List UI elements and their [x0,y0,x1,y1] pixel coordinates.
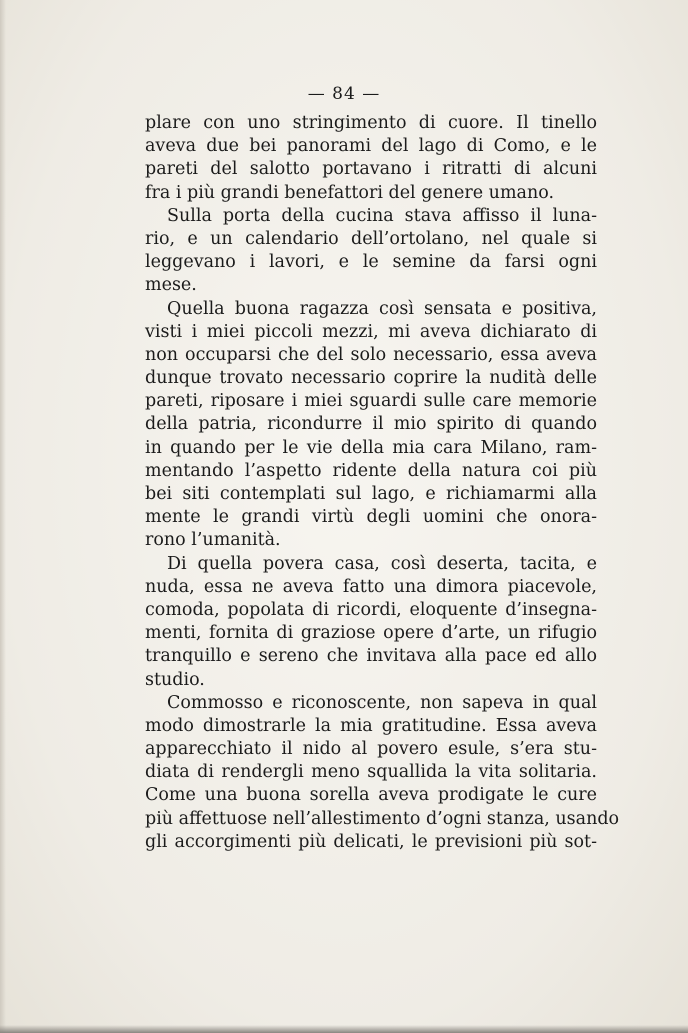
text-line: modo dimostrarle la mia gratitudine. Essa aveva [145,715,597,736]
text-line: non occuparsi che del solo necessario, essa aveva [145,344,597,365]
text-line: mente le grandi virtù degli uomini che onora- [145,507,597,528]
text-line: aveva due bei panorami del lago di Como, e le [145,136,597,157]
text-line: Quella buona ragazza così sensata e positiva, [167,298,597,319]
text-line: mese. [145,275,197,296]
text-line: rio, e un calendario dell’ortolano, nel quale si [145,228,597,249]
page-bottom-shadow [0,1025,688,1033]
text-line: gli accorgimenti più delicati, le previsioni più sot- [145,831,597,852]
page-edge-shadow [0,0,6,1033]
text-line: apparecchiato il nido al povero esule, s’era stu- [145,739,597,760]
text-line: diata di rendergli meno squallida la vita solitaria. [145,762,597,783]
text-line: comoda, popolata di ricordi, eloquente d’insegna- [145,599,597,620]
text-line: dunque trovato necessario coprire la nudità delle [145,368,597,389]
text-line: pareti del salotto portavano i ritratti di alcuni [145,159,597,180]
text-line: leggevano i lavori, e le semine da farsi ogni [145,252,597,273]
text-line: nuda, essa ne aveva fatto una dimora piacevole, [145,576,597,597]
text-line: studio. [145,669,205,690]
text-line: più affettuose nell’allestimento d’ogni stanza, usando [145,808,620,829]
text-line: Come una buona sorella aveva prodigate le cure [145,785,597,806]
body-text [145,112,620,854]
text-line: pareti, riposare i miei sguardi sulle care memorie [145,391,597,412]
text-line: menti, fornita di graziose opere d’arte, un rifugio [145,623,597,644]
text-line: tranquillo e sereno che invitava alla pace ed allo [145,646,597,667]
text-line: Commosso e riconoscente, non sapeva in qual [167,692,597,713]
text-line: in quando per le vie della mia cara Milano, ram- [145,437,597,458]
text-line: Sulla porta della cucina stava affisso il luna- [167,205,597,226]
text-line: della patria, ricondurre il mio spirito di quando [145,414,597,435]
text-line: mentando l’aspetto ridente della natura coi più [145,460,597,481]
text-line: fra i più grandi benefattori del genere umano. [145,182,555,203]
text-line: visti i miei piccoli mezzi, mi aveva dichiarato di [145,321,597,342]
text-line: plare con uno stringimento di cuore. Il tinello [145,113,597,133]
text-line: Di quella povera casa, così deserta, tacita, e [167,553,597,574]
text-line: rono l’umanità. [145,530,281,551]
text-line: bei siti contemplati sul lago, e richiamarmi alla [145,484,597,504]
page-number: — 84 — [307,84,381,104]
